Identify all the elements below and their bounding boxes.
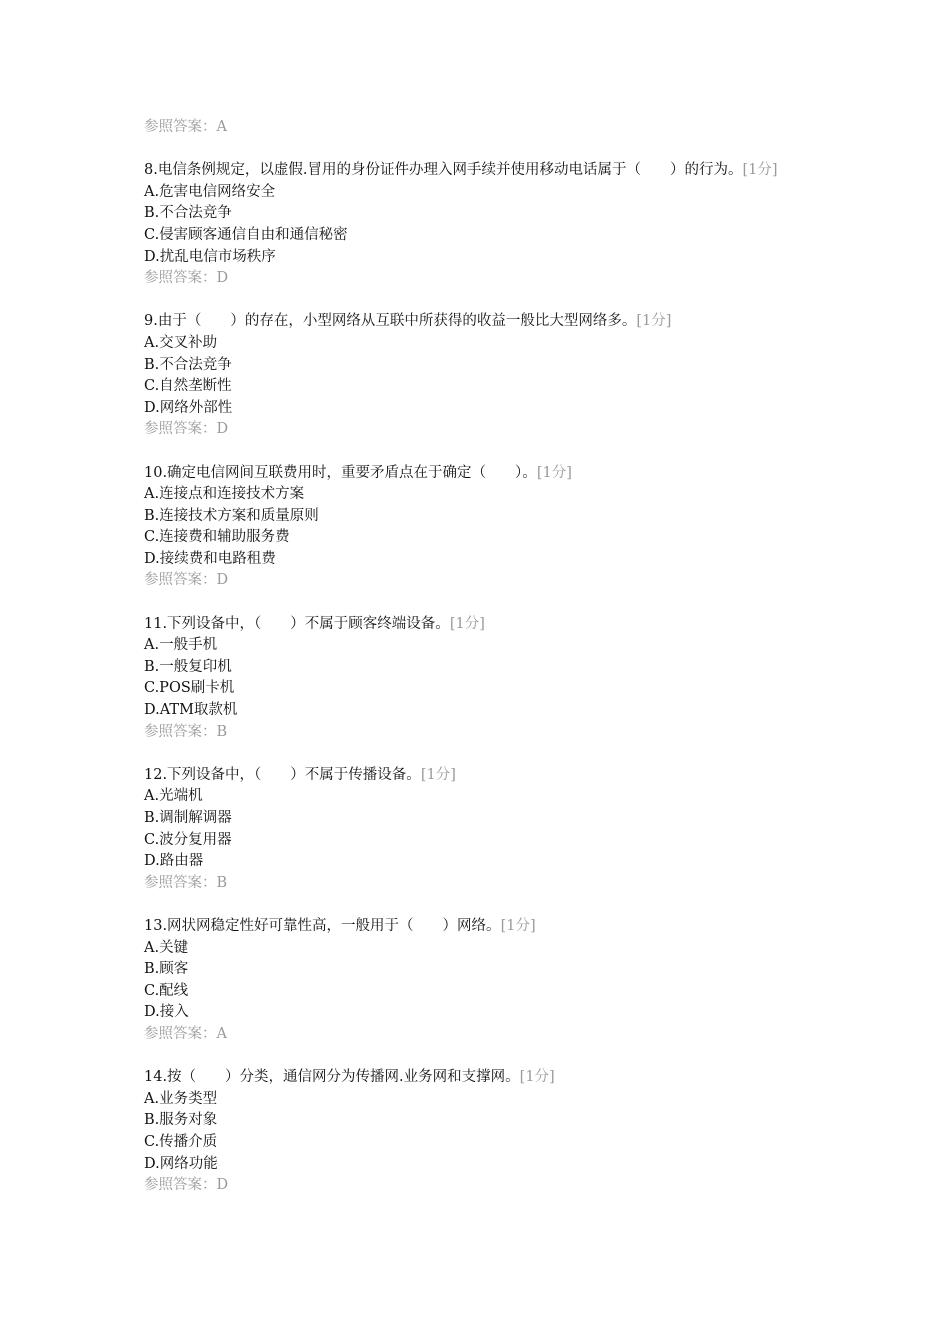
score-label: [1分] — [636, 313, 672, 330]
option-b: B.调制解调器 — [144, 810, 232, 826]
option-c: C.连接费和辅助服务费 — [144, 529, 290, 546]
option-d: D.ATM取款机 — [144, 702, 238, 719]
question-stem — [144, 765, 804, 787]
question-text: 11.下列设备中，（ ）不属于顾客终端设备。 — [144, 615, 450, 632]
question-text: 14.按（ ）分类，通信网分为传播网.业务网和支撑网。 — [144, 1069, 520, 1086]
option-d: D.网络外部性 — [144, 399, 233, 416]
score-label: [1分] — [536, 464, 572, 481]
question-11 — [144, 614, 814, 744]
option-c: C.传播介质 — [144, 1133, 218, 1150]
option-d: D.扰乱电信市场秩序 — [144, 248, 276, 265]
question-12 — [144, 765, 814, 895]
option-c: C.侵害顾客通信自由和通信秘密 — [144, 226, 348, 243]
answer-line: 参照答案：B — [144, 874, 228, 891]
question-text: 9.由于（ ）的存在，小型网络从互联中所获得的收益一般比大型网络多。 — [144, 313, 637, 330]
score-label: [1分] — [500, 917, 536, 934]
option-a: A.光端机 — [144, 788, 203, 805]
option-a: A.交叉补助 — [144, 334, 218, 351]
option-c: C.波分复用器 — [144, 831, 232, 848]
option-d: D.接入 — [144, 1004, 189, 1021]
option-a: A.危害电信网络安全 — [144, 183, 276, 200]
question-text: 13.网状网稳定性好可靠性高，一般用于（ ）网络。 — [144, 917, 501, 934]
answer-line: 参照答案：B — [144, 723, 228, 740]
option-d: D.网络功能 — [144, 1155, 218, 1172]
document-page — [144, 117, 814, 1197]
question-text: 8.电信条例规定，以虚假.冒用的身份证件办理入网手续并使用移动电话属于（ ）的行为。 — [144, 162, 743, 179]
answer-line: 参照答案：D — [144, 421, 229, 438]
option-a: A.关键 — [144, 939, 189, 956]
score-label: [1分] — [449, 615, 485, 632]
question-text: 10.确定电信网间互联费用时，重要矛盾点在于确定（ ）。 — [144, 464, 537, 481]
question-10 — [144, 463, 814, 593]
question-14 — [144, 1067, 814, 1197]
option-a: A.连接点和连接技术方案 — [144, 486, 305, 503]
question-stem — [144, 614, 804, 636]
answer-line: 参照答案：D — [144, 572, 229, 589]
answer-line: 参照答案：D — [144, 1177, 229, 1194]
question-text: 12.下列设备中，（ ）不属于传播设备。 — [144, 766, 421, 783]
score-label: [1分] — [519, 1069, 555, 1086]
answer-line: 参照答案：A — [144, 1025, 227, 1042]
option-b: B.服务对象 — [144, 1112, 218, 1129]
question-stem — [144, 160, 804, 182]
option-c: C.自然垄断性 — [144, 378, 232, 395]
option-b: B.不合法竞争 — [144, 205, 232, 222]
option-a: A.业务类型 — [144, 1090, 218, 1107]
answer-line: 参照答案：D — [144, 270, 229, 287]
question-stem — [144, 916, 804, 938]
option-d: D.接续费和电路租费 — [144, 550, 276, 567]
option-c: C.POS刷卡机 — [144, 680, 235, 697]
score-label: [1分] — [420, 766, 456, 783]
question-9 — [144, 311, 814, 441]
option-c: C.配线 — [144, 982, 189, 999]
option-b: B.一般复印机 — [144, 658, 232, 675]
option-b: B.不合法竞争 — [144, 356, 232, 373]
option-b: B.顾客 — [144, 961, 189, 978]
option-d: D.路由器 — [144, 853, 204, 870]
option-a: A.一般手机 — [144, 637, 218, 654]
score-label: [1分] — [742, 162, 778, 179]
question-8 — [144, 160, 814, 290]
answer-line: 参照答案：A — [144, 119, 227, 135]
question-stem — [144, 311, 804, 333]
question-stem — [144, 463, 804, 485]
question-stem — [144, 1067, 804, 1089]
option-b: B.连接技术方案和质量原则 — [144, 507, 319, 524]
question-13 — [144, 916, 814, 1046]
